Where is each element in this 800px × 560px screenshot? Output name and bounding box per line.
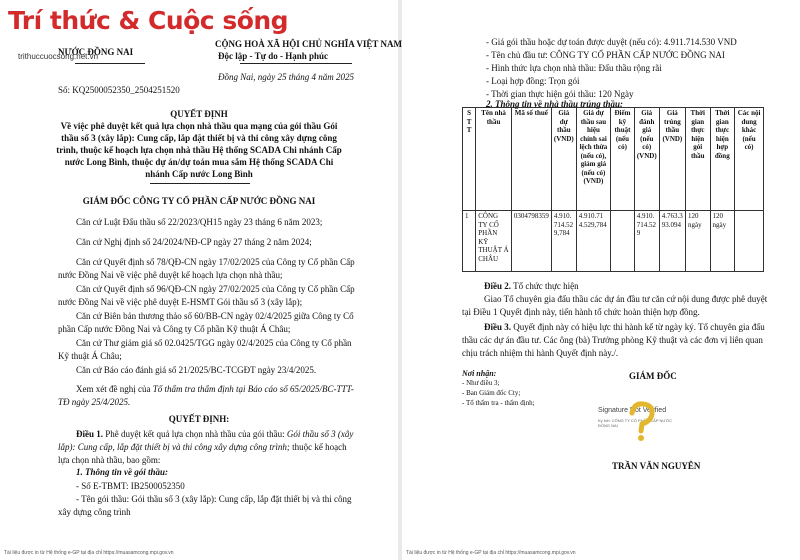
package-info-heading: 1. Thông tin về gói thầu:: [76, 467, 169, 477]
col-adjusted-price: Giá dự thầu sau hiệu chỉnh sai lệch thừa (nếu có), giảm giá (nếu có) (VND): [576, 108, 610, 211]
cell-bid-price: 4.910.714.529,784: [551, 211, 576, 272]
org-underline: [75, 63, 145, 64]
question-mark-icon: [624, 401, 660, 443]
col-other: Các nội dung khác (nếu có): [735, 108, 764, 211]
nation-title: CỘNG HOÀ XÃ HỘI CHỦ NGHĨA VIỆT NAM: [215, 39, 402, 49]
decision-subject-4: nước Long Bình, thuộc dự án/dự toán mua sắm Hệ thống SCADA Chi: [64, 157, 334, 167]
col-technical-score: Điểm kỹ thuật (nếu có): [611, 108, 635, 211]
place-date: Đồng Nai, ngày 25 tháng 4 năm 2025: [218, 72, 354, 82]
decision-subject-3: trình, thuộc kế hoạch lựa chọn nhà thầu Hệ thống SCADA Chi nhánh Cấp: [56, 145, 342, 155]
article-2: Điều 2. Tổ chức thực hiện: [484, 281, 579, 291]
package-e-tbmt: - Số E-TBMT: IB2500052350: [76, 481, 185, 491]
org-name-line2: NƯỚC ĐỒNG NAI: [58, 47, 134, 57]
decision-subject-2: thầu số 3 (xây lắp): Cung cấp, lắp đặt thiết bị và thi công xây dựng công: [61, 133, 337, 143]
decision-subject-5: nhánh Cấp nước Long Bình: [145, 169, 253, 179]
cell-stt: 1: [463, 211, 476, 272]
cell-tax-code: 0304798359: [511, 211, 551, 272]
cell-evaluated-price: 4.910.714.529: [634, 211, 659, 272]
legal-basis-6: Căn cứ Thư giảm giá số 02.0425/TGG ngày 02/4/2025 của Công ty Cổ phần Kỹ thuật Á Châu;: [58, 338, 352, 361]
recipient-2: - Ban Giám đốc Cty;: [462, 389, 521, 397]
decision-heading: QUYẾT ĐỊNH:: [168, 414, 230, 424]
cell-other: [735, 211, 764, 272]
cell-contract-duration: 120 ngày: [710, 211, 735, 272]
col-contract-duration: Thời gian thực hiện hợp đồng: [710, 108, 735, 211]
col-evaluated-price: Giá đánh giá (nếu có) (VND): [634, 108, 659, 211]
cell-adjusted-price: 4.910.714.529,784: [576, 211, 610, 272]
watermark-logo: Trí thức & Cuộc sống: [8, 6, 289, 35]
legal-basis-4: Căn cứ Quyết định số 96/QĐ-CN ngày 27/02/2025 của Công ty Cổ phần Cấp nước Đồng Nai về việc phê duyệt E-HSMT Gói thầu số 3 (xây lắp);: [58, 284, 355, 307]
col-package-duration: Thời gian thực hiện gói thầu: [686, 108, 711, 211]
motto: Độc lập - Tự do - Hạnh phúc: [218, 51, 329, 61]
signature-signer: Ký bởi: CÔNG TY CỔ PHẦN CẤP NƯỚC ĐỒNG NAI: [598, 418, 673, 428]
contract-type: - Loại hợp đồng: Trọn gói: [486, 76, 580, 86]
document-number: Số: KQ2500052350_2504251520: [58, 85, 180, 95]
article-3: Điều 3. Quyết định này có hiệu lực thi hành kể từ ngày ký. Tổ chuyên gia đấu thầu các dự án đầu tư. Các ông (bà) Trưởng phòng Kỹ thuật và các đơn vị liên quan chịu trách nhiệm thi hành Quyết định này./.: [462, 322, 765, 358]
footer-left: Tài liệu được in từ Hệ thống e-GP tại địa chỉ https://muasamcong.mpi.gov.vn: [4, 550, 174, 556]
table-row: [463, 211, 764, 272]
signature-title: GIÁM ĐỐC: [629, 371, 677, 381]
col-winning-price: Giá trúng thầu (VND): [659, 108, 685, 211]
table-header-row: [463, 108, 764, 211]
legal-basis-3: Căn cứ Quyết định số 78/QĐ-CN ngày 17/02/2025 của Công ty Cổ phần Cấp nước Đồng Nai về việc phê duyệt kế hoạch lựa chọn nhà thầu;: [58, 257, 355, 280]
winning-bidder-table: [462, 107, 764, 272]
decision-title: QUYẾT ĐỊNH: [170, 109, 228, 119]
motto-underline: [240, 63, 352, 64]
issuing-authority: GIÁM ĐỐC CÔNG TY CỔ PHẦN CẤP NƯỚC ĐỒNG NAI: [82, 196, 316, 206]
winner-heading: 2. Thông tin về nhà thầu trúng thầu:: [486, 99, 624, 109]
legal-basis-2: Căn cứ Nghị định số 24/2024/NĐ-CP ngày 27 tháng 2 năm 2024;: [76, 237, 312, 247]
footer-right: Tài liệu được in từ Hệ thống e-GP tại địa chỉ https://muasamcong.mpi.gov.vn: [406, 550, 576, 556]
title-divider: [150, 183, 250, 184]
article-2-body: Giao Tổ chuyên gia đấu thầu các dự án đầu tư căn cứ nội dung được phê duyệt tại Điều 1 Quyết định này, tiến hành tổ chức hoàn thiện hợp đồng.: [462, 294, 768, 317]
col-stt: S T T: [463, 108, 476, 211]
col-tax-code: Mã số thuế: [511, 108, 551, 211]
cell-winning-price: 4.763.393.094: [659, 211, 685, 272]
legal-basis-1: Căn cứ Luật Đấu thầu số 22/2023/QH15 ngày 23 tháng 6 năm 2023;: [76, 217, 323, 227]
decision-subject-1: Về việc phê duyệt kết quả lựa chọn nhà thầu qua mạng của gói thầu Gói: [60, 121, 338, 131]
cell-bidder-name: CÔNG TY CỔ PHẦN KỸ THUẬT Á CHÂU: [476, 211, 512, 272]
signature-status: Signature Not Verified: [598, 407, 667, 414]
recipient-1: - Như điều 3;: [462, 379, 500, 387]
article-1: Điều 1. Phê duyệt kết quả lựa chọn nhà thầu của gói thầu: Gói thầu số 3 (xây lắp): Cung cấp, lắp đặt thiết bị và thi công xây dựng công trình; thuộc kế hoạch lựa chọn nhà thầu, bao gồm:: [58, 429, 354, 465]
col-bidder-name: Tên nhà thầu: [476, 108, 512, 211]
package-name: - Tên gói thầu: Gói thầu số 3 (xây lắp): Cung cấp, lắp đặt thiết bị và thi công xây dựng công trình: [58, 494, 352, 517]
cell-package-duration: 120 ngày: [686, 211, 711, 272]
cell-technical-score: [611, 211, 635, 272]
watermark-url: trithuccuocsong.net.vn: [18, 52, 99, 61]
digital-signature: [598, 407, 684, 453]
execution-time: - Thời gian thực hiện gói thầu: 120 Ngày: [486, 89, 634, 99]
proposal-paragraph: Xem xét đề nghị của Tổ thẩm tra thẩm định tại Báo cáo số 65/2025/BC-TTT-TĐ ngày 25/4/2025.: [58, 384, 354, 407]
legal-basis-7: Căn cứ Báo cáo đánh giá số 21/2025/BC-TCGĐT ngày 23/4/2025.: [76, 365, 317, 375]
selection-method: - Hình thức lựa chọn nhà thầu: Đấu thầu rộng rãi: [486, 63, 662, 73]
investor-name: - Tên chủ đầu tư: CÔNG TY CỔ PHẦN CẤP NƯỚC ĐỒNG NAI: [486, 50, 725, 60]
signer-name: TRẦN VĂN NGUYÊN: [612, 461, 701, 471]
package-price: - Giá gói thầu hoặc dự toán được duyệt (nếu có): 4.911.714.530 VND: [486, 37, 737, 47]
recipients-heading: Nơi nhận:: [462, 369, 497, 378]
recipient-3: - Tổ thẩm tra - thẩm định;: [462, 399, 535, 407]
col-bid-price: Giá dự thầu (VND): [551, 108, 576, 211]
legal-basis-5: Căn cứ Biên bản thương thảo số 60/BB-CN ngày 02/4/2025 giữa Công ty Cổ phần Cấp nước Đồng Nai và Công ty Cổ phần Kỹ thuật Á Châu;: [58, 311, 354, 334]
